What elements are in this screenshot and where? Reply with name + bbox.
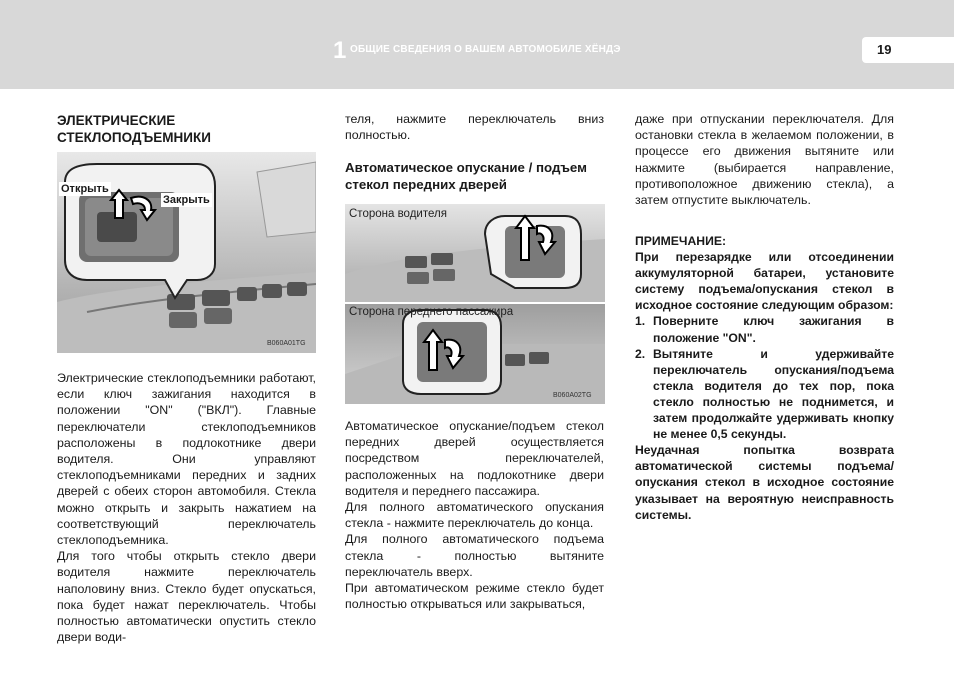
figure-front-doors — [345, 204, 605, 404]
label-close: Закрыть — [163, 194, 210, 206]
right-text — [635, 111, 894, 208]
window-switch-arrow-icon — [421, 328, 465, 379]
section-heading-line1: ЭЛЕКТРИЧЕСКИЕ — [57, 113, 176, 128]
paragraph: Электрические стеклоподъемники работают, если ключ зажигания находится в положении "ON" ("ВКЛ"). Главные переключатели стеклоподъемников расположены в подлокотнике двери водителя. Они управляют стеклоподъемниками передних и задних дверей с обеих сторон автомобиля. Стекла можно открыть и закрыть нажатием на соответствующий переключатель стеклоподъемника. — [57, 371, 316, 548]
section-heading-line2: СТЕКЛОПОДЪЕМНИКИ — [57, 130, 211, 145]
figure-code: B060A01TG — [267, 340, 306, 347]
note-heading: ПРИМЕЧАНИЕ: — [635, 234, 727, 248]
step-number: 1. — [635, 314, 646, 329]
label-passenger-side: Сторона переднего пассажира — [349, 306, 514, 318]
figure-code: B060A02TG — [553, 392, 592, 399]
subheading: Автоматическое опускание / подъем стекол передних дверей — [345, 160, 587, 192]
middle-top-text — [345, 111, 604, 143]
label-driver-side: Сторона водителя — [349, 208, 447, 220]
step-number: 2. — [635, 346, 646, 361]
middle-text — [345, 418, 604, 612]
note-block — [635, 233, 894, 523]
step-text: Вытяните и удерживайте переключатель опускания/подъема стекла водителя до тех пор, пока стекло полностью не поднимется, и затем продолжайте удерживать кнопку не менее 0,5 секунды. — [653, 346, 894, 442]
front-doors-illustration — [345, 204, 605, 404]
note-step-2 — [635, 346, 894, 443]
page-header — [0, 0, 954, 89]
paragraph: теля, нажмите переключатель вниз полностью. — [345, 112, 604, 143]
left-text — [57, 370, 316, 645]
note-end: Неудачная попытка возврата автоматической системы подъема/опускания стекол в исходное состояние указывает на вероятную неисправность системы. — [635, 443, 894, 522]
note-intro: При перезарядке или отсоединении аккумуляторной батареи, установите систему подъема/опускания стекол в исходное состояние следующим образом: — [635, 250, 894, 313]
left-column — [57, 112, 316, 146]
page-number: 19 — [877, 42, 892, 57]
window-switch-arrow-icon — [513, 212, 557, 269]
paragraph: Для того чтобы открыть стекло двери водителя нажмите переключатель наполовину вниз. Стекло будет опускаться, пока будет нажат переключатель. Чтобы полностью автоматически опустить стекло двери води- — [57, 549, 316, 645]
figure-door-switch — [57, 152, 316, 353]
paragraph: Для полного автоматического подъема стекла - полностью вытяните переключатель вверх. — [345, 532, 604, 579]
chapter-title: ОБЩИЕ СВЕДЕНИЯ О ВАШЕМ АВТОМОБИЛЕ ХЁНДЭ — [350, 44, 621, 55]
paragraph: Для полного автоматического опускания стекла - нажмите переключатель до конца. — [345, 500, 604, 531]
page-tab — [862, 37, 954, 63]
chapter-number: 1 — [333, 37, 347, 64]
note-step-1 — [635, 313, 894, 345]
window-switch-arrow-icon — [109, 188, 157, 229]
paragraph: Автоматическое опускание/подъем стекол передних дверей осуществляется посредством переключателей, расположенных на подлокотнике двери водителя и переднего пассажира. — [345, 419, 604, 498]
paragraph: даже при отпускании переключателя. Для остановки стекла в желаемом положении, в процессе его движения вытяните или нажмите (выбирается направление, противоположное движению стекла), а затем отпустите выключатель. — [635, 112, 894, 208]
paragraph: При автоматическом режиме стекло будет полностью открываться или закрываться, — [345, 581, 604, 612]
step-text: Поверните ключ зажигания в положение "ON". — [653, 314, 894, 345]
label-open: Открыть — [61, 183, 109, 195]
